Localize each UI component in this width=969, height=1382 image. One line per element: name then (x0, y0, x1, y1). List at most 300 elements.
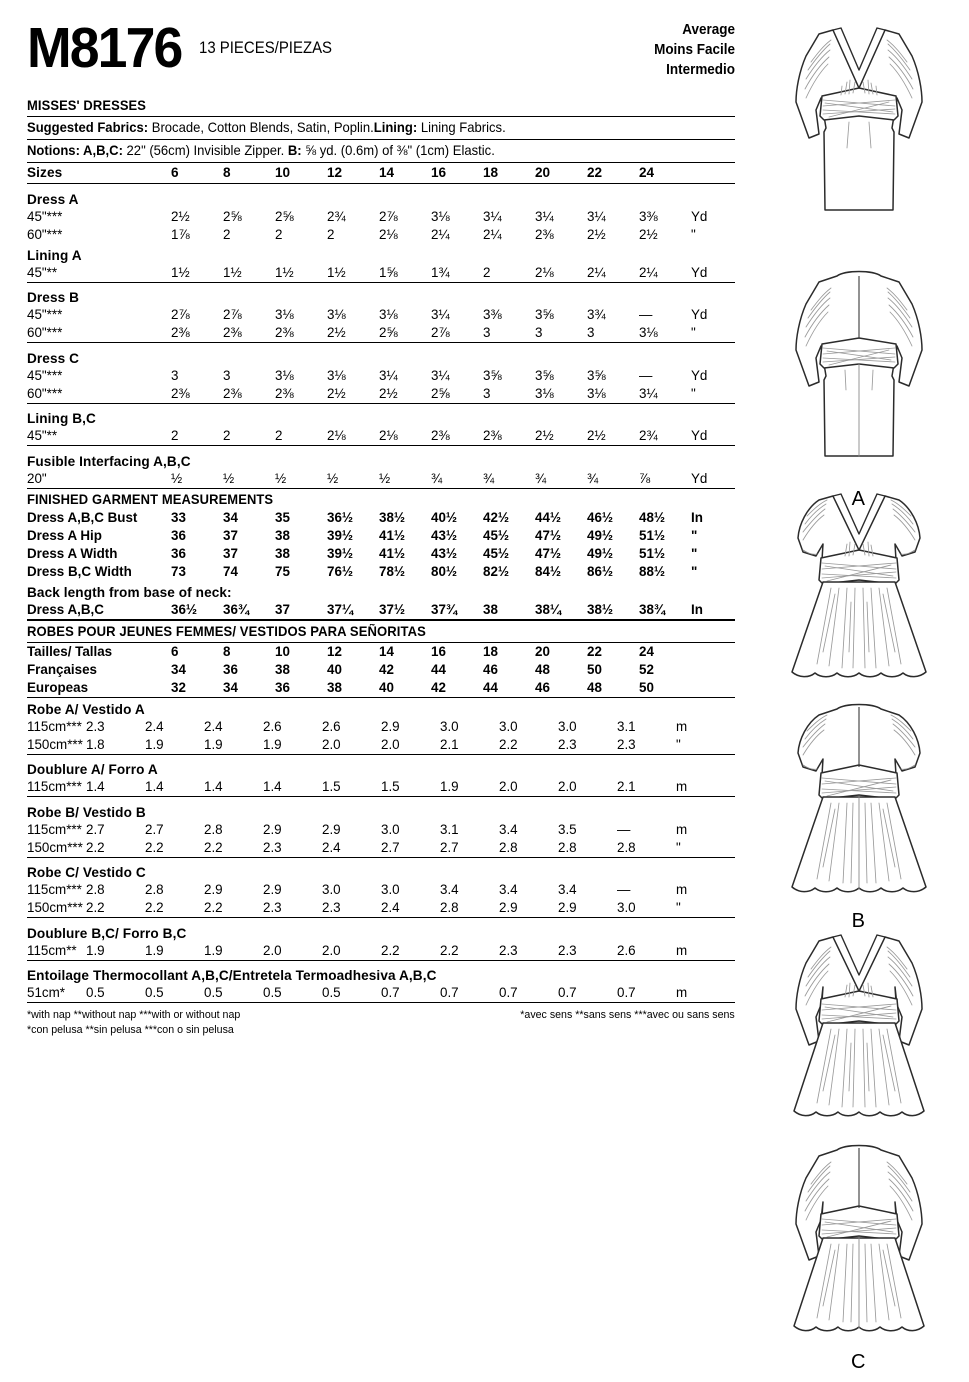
size-value-7: 20 (535, 165, 551, 180)
section-heading: Robe A/ Vestido A (27, 701, 145, 717)
table-row (27, 545, 735, 563)
size-value-5: 1¾ (431, 264, 450, 280)
table-row (27, 306, 735, 324)
size-value-8: 49½ (587, 545, 614, 561)
size-value-0: 33 (171, 509, 186, 525)
metric-section-title: ROBES POUR JEUNES FEMMES/ VESTIDOS PARA SEÑORITAS (27, 623, 426, 639)
section-heading: Robe C/ Vestido C (27, 865, 146, 880)
section-heading: Robe B/ Vestido B (27, 804, 146, 820)
size-value-2: 75 (275, 563, 290, 579)
table-row (27, 778, 735, 797)
size-value-4: 2⅛ (379, 226, 398, 242)
notions-b-text: ⅝ yd. (0.6m) of ⅜" (1cm) Elastic. (301, 143, 495, 158)
size-value-3: 3⅛ (327, 307, 346, 322)
size-value-0: 6 (171, 165, 179, 180)
size-value-9: 2.3 (617, 736, 636, 752)
size-value-7: 3.0 (499, 718, 518, 734)
size-value-0: 1.4 (86, 779, 105, 794)
size-value-3: 2½ (327, 385, 346, 401)
size-value-0: 2⅞ (171, 307, 190, 322)
size-value-9: — (639, 307, 653, 322)
size-value-1: 74 (223, 563, 238, 579)
size-value-6: ¾ (483, 470, 495, 486)
row-label: 115cm*** (27, 821, 82, 837)
size-value-1: 1.4 (145, 779, 164, 794)
size-value-3: 2¾ (327, 208, 346, 224)
size-value-6: 3.0 (440, 718, 459, 734)
view-b-illustrations (748, 482, 969, 933)
size-value-7: 20 (535, 643, 550, 659)
size-value-1: 2 (223, 226, 231, 242)
row-label: 60"*** (27, 325, 63, 340)
size-value-2: 2.2 (204, 900, 223, 915)
notions-label: Notions: A,B,C: (27, 143, 123, 158)
size-value-6: 45½ (483, 527, 510, 543)
size-value-8: 3 (587, 325, 595, 340)
dress-c-back-illustration (759, 1138, 959, 1353)
size-value-5: 80½ (431, 563, 458, 579)
lining-text: Lining Fabrics. (417, 120, 506, 135)
size-value-8: 38½ (587, 601, 614, 617)
size-value-6: 2 (483, 264, 491, 280)
size-value-8: 3⅝ (587, 367, 606, 383)
section-heading-row (27, 861, 735, 881)
size-value-1: 2.2 (145, 900, 164, 915)
size-value-1: 2⅝ (223, 208, 242, 224)
size-value-8: 86½ (587, 563, 614, 579)
size-value-3: 39½ (327, 527, 354, 543)
size-value-2: 2 (275, 226, 283, 242)
size-value-7: 2.9 (499, 900, 518, 915)
table-row (27, 324, 735, 343)
view-label-b: B (851, 910, 866, 932)
size-value-7: 84½ (535, 563, 562, 579)
section-heading: Doublure B,C/ Forro B,C (27, 925, 187, 941)
table-row (27, 367, 735, 385)
size-value-2: 0.5 (204, 985, 223, 1000)
row-label: 115cm*** (27, 882, 82, 897)
size-value-7: 3.4 (499, 882, 518, 897)
size-value-6: 18 (483, 165, 499, 180)
size-value-7: ¾ (535, 470, 547, 486)
size-value-5: 0.7 (381, 985, 400, 1000)
row-unit: m (676, 985, 688, 1000)
size-value-7: 47½ (535, 527, 562, 543)
size-value-5: 2.2 (381, 942, 400, 958)
size-value-1: 2.4 (145, 718, 164, 734)
size-value-3: 2.0 (263, 942, 282, 958)
size-value-2: 3⅛ (275, 307, 294, 322)
size-value-4: 2.9 (322, 821, 341, 837)
row-label: 115cm*** (27, 718, 82, 734)
size-value-4: 14 (379, 643, 394, 659)
size-value-2: 1.9 (204, 942, 223, 958)
size-value-1: 2⅞ (223, 307, 242, 322)
row-label: 20" (27, 470, 47, 486)
size-value-3: 12 (327, 165, 343, 180)
size-value-4: 1⅝ (379, 264, 398, 280)
size-value-8: 3⅛ (587, 385, 606, 401)
table-row (27, 509, 735, 527)
size-value-9: 38¾ (639, 601, 666, 617)
size-value-0: 1⅞ (171, 226, 190, 242)
size-value-4: 2.3 (322, 900, 341, 915)
row-label: 115cm*** (27, 779, 82, 794)
size-value-4: 3.0 (322, 882, 341, 897)
row-label: Tailles/ Tallas (27, 643, 113, 659)
table-row (27, 208, 735, 226)
difficulty-french: Moins Facile (654, 42, 735, 58)
size-value-5: ¾ (431, 470, 443, 486)
footnotes-left (27, 1008, 240, 1038)
garment-category: MISSES' DRESSES (27, 98, 147, 113)
size-value-6: 3⅝ (483, 367, 502, 383)
row-label: 150cm*** (27, 736, 83, 752)
size-value-5: 16 (431, 643, 446, 659)
size-value-8: 49½ (587, 527, 614, 543)
size-value-3: 3⅛ (327, 367, 346, 383)
size-value-4: 3¼ (379, 367, 398, 383)
size-value-6: 1.9 (440, 779, 459, 794)
size-value-6: 82½ (483, 563, 510, 579)
view-label-a: A (851, 488, 866, 510)
row-unit: " (691, 226, 696, 242)
row-unit (691, 163, 735, 184)
metric-size-table (27, 643, 735, 697)
row-label: 45"** (27, 264, 58, 280)
size-value-0: 1.9 (86, 942, 105, 958)
size-value-5: 2.4 (381, 900, 400, 915)
footnote-spanish: *con pelusa **sin pelusa ***con o sin pelusa (27, 1024, 234, 1036)
table-row (27, 942, 735, 961)
section-heading-row (27, 581, 735, 601)
size-value-9: 3⅜ (639, 208, 658, 224)
notions-b-label: B: (287, 143, 302, 158)
size-value-0: 6 (171, 643, 179, 659)
size-value-6: 2.8 (440, 900, 459, 915)
lining-label: Lining: (373, 120, 418, 135)
header (27, 18, 735, 96)
size-value-8: ¾ (587, 470, 599, 486)
size-value-1: 2⅜ (223, 385, 242, 401)
size-value-9: 88½ (639, 563, 666, 579)
row-label: Dress A Hip (27, 527, 102, 543)
size-value-7: 2½ (535, 428, 554, 443)
footnote-french: *avec sens **sans sens ***avec ou sans sens (520, 1009, 735, 1021)
size-value-9: 24 (639, 165, 655, 180)
size-value-4: 0.5 (322, 985, 341, 1000)
size-value-5: 1.5 (381, 779, 400, 794)
table-row (27, 984, 735, 1002)
size-value-4: 2.0 (322, 942, 341, 958)
size-value-9: 3⅛ (639, 325, 658, 340)
row-unit: " (691, 527, 698, 543)
row-unit: " (676, 900, 681, 915)
size-value-7: 47½ (535, 545, 562, 561)
size-value-7: 3⅝ (535, 367, 554, 383)
illustration-column (748, 10, 969, 1373)
row-unit (691, 661, 735, 679)
size-value-7: 48 (535, 661, 550, 677)
row-label: 150cm*** (27, 839, 83, 855)
table-row (27, 736, 735, 755)
size-value-0: 2⅜ (171, 385, 190, 401)
table-row (27, 470, 735, 488)
table-row (27, 718, 735, 736)
size-value-8: 3¾ (587, 307, 606, 322)
suggested-fabrics-label: Suggested Fabrics: (27, 120, 149, 135)
size-value-1: 34 (223, 509, 238, 525)
size-value-9: 2½ (639, 226, 658, 242)
size-value-9: 2¼ (639, 264, 658, 280)
row-unit: m (676, 718, 688, 734)
footnotes-right (521, 1008, 735, 1023)
size-value-4: 2⅛ (379, 428, 398, 443)
size-value-7: 3⅛ (535, 385, 554, 401)
size-value-5: 43½ (431, 527, 458, 543)
size-value-4: 2⅞ (379, 208, 398, 224)
finished-measurements-table (27, 509, 735, 619)
size-value-6: 42½ (483, 509, 510, 525)
size-value-4: 2.6 (322, 718, 341, 734)
row-unit (691, 643, 735, 661)
section-heading: Dress A (27, 191, 79, 207)
metric-yardage-table (27, 698, 735, 1003)
size-value-3: 1.9 (263, 736, 282, 752)
size-value-1: 8 (223, 165, 231, 180)
size-value-7: 2.3 (499, 942, 518, 958)
size-value-7: 3 (535, 325, 543, 340)
row-label: Françaises (27, 661, 97, 677)
dress-b-back-illustration (759, 697, 959, 912)
size-value-5: 2⅞ (431, 325, 450, 340)
size-value-9: 2.8 (617, 839, 636, 855)
size-value-7: 38¼ (535, 601, 562, 617)
row-unit: " (691, 385, 696, 401)
footnotes (27, 1008, 735, 1042)
size-value-7: 3.4 (499, 821, 518, 837)
dress-b-front-illustration (759, 482, 959, 697)
section-heading: Lining A (27, 247, 82, 263)
size-value-0: 2⅜ (171, 325, 190, 340)
row-unit: " (691, 563, 698, 579)
size-value-3: 76½ (327, 563, 354, 579)
size-value-8: 3.0 (558, 718, 577, 734)
difficulty-english: Average (682, 22, 735, 38)
size-value-4: 41½ (379, 545, 406, 561)
size-value-4: 14 (379, 165, 395, 180)
size-value-1: 2.7 (145, 821, 164, 837)
section-heading-row (27, 188, 735, 208)
size-value-0: 3 (171, 367, 179, 383)
row-label: 45"*** (27, 208, 63, 224)
size-value-9: 2.1 (617, 779, 636, 794)
row-label: Europeas (27, 679, 89, 695)
size-value-0: 2.2 (86, 900, 105, 915)
row-unit: Yd (691, 307, 708, 322)
size-value-5: 44 (431, 661, 446, 677)
size-value-3: 2½ (327, 325, 346, 340)
size-value-1: 1.9 (145, 736, 164, 752)
size-value-9: 51½ (639, 527, 666, 543)
row-unit: m (676, 821, 688, 837)
section-heading-row (27, 286, 735, 306)
section-heading-row (27, 407, 735, 427)
size-value-4: 2.0 (322, 736, 341, 752)
size-value-3: 1.4 (263, 779, 282, 794)
size-value-1: 1.9 (145, 942, 164, 958)
size-value-4: 2.4 (322, 839, 341, 855)
size-value-4: 3⅛ (379, 307, 398, 322)
size-value-4: 78½ (379, 563, 406, 579)
size-value-2: ½ (275, 470, 287, 486)
row-label: 51cm* (27, 985, 65, 1000)
size-value-2: 2 (275, 428, 283, 443)
size-value-5: 2⅜ (431, 428, 450, 443)
size-value-1: ½ (223, 470, 235, 486)
size-value-2: 2.4 (204, 718, 223, 734)
section-heading-row (27, 758, 735, 778)
imperial-yardage-table (27, 163, 735, 488)
size-value-1: 34 (223, 679, 238, 695)
size-value-6: 3 (483, 325, 491, 340)
notions (27, 140, 707, 162)
size-value-9: 48½ (639, 509, 666, 525)
table-row (27, 679, 735, 697)
size-value-6: 2.2 (440, 942, 459, 958)
size-value-3: 1½ (327, 264, 346, 280)
row-unit: " (676, 736, 681, 752)
size-value-8: 2½ (587, 428, 606, 443)
size-value-0: 36 (171, 545, 186, 561)
size-value-3: 12 (327, 643, 342, 659)
size-value-5: 42 (431, 679, 446, 695)
size-value-2: 2⅝ (275, 208, 294, 224)
size-value-4: 1.5 (322, 779, 341, 794)
size-value-7: 46 (535, 679, 550, 695)
size-value-9: 3.0 (617, 900, 636, 915)
row-unit: In (691, 509, 703, 525)
size-value-1: 37 (223, 545, 238, 561)
size-value-2: 1.9 (204, 736, 223, 752)
size-value-6: 38 (483, 601, 498, 617)
pattern-number: M8176 (27, 16, 182, 80)
size-value-0: 0.5 (86, 985, 105, 1000)
size-value-3: 36½ (327, 509, 354, 525)
size-value-9: — (639, 367, 653, 383)
size-value-8: 48 (587, 679, 602, 695)
size-value-7: 3⅝ (535, 307, 554, 322)
size-value-8: 50 (587, 661, 602, 677)
dress-c-front-illustration (759, 923, 959, 1138)
dress-a-back-illustration (759, 260, 959, 490)
size-value-4: 41½ (379, 527, 406, 543)
size-value-0: 2.2 (86, 839, 105, 855)
size-value-0: 36 (171, 527, 186, 543)
size-value-1: 2.8 (145, 882, 164, 897)
section-heading: Fusible Interfacing A,B,C (27, 453, 191, 469)
size-value-9: 24 (639, 643, 654, 659)
size-value-6: 3.1 (440, 821, 459, 837)
size-value-8: 2¼ (587, 264, 606, 280)
section-heading: Back length from base of neck: (27, 584, 232, 600)
size-value-0: 2½ (171, 208, 190, 224)
row-unit: Yd (691, 428, 708, 443)
row-label: 60"*** (27, 226, 63, 242)
size-value-1: 8 (223, 643, 231, 659)
table-row (27, 821, 735, 839)
view-label-c: C (851, 1351, 866, 1373)
size-value-5: 3.0 (381, 821, 400, 837)
size-value-9: 3¼ (639, 385, 658, 401)
row-label: 45"*** (27, 307, 63, 322)
size-value-3: 37¼ (327, 601, 354, 617)
size-value-2: 2⅜ (275, 325, 294, 340)
size-value-8: 0.7 (558, 985, 577, 1000)
size-value-5: 2¼ (431, 226, 450, 242)
size-value-2: 35 (275, 509, 290, 525)
row-unit: " (691, 325, 696, 340)
size-value-2: 10 (275, 165, 291, 180)
row-unit: In (691, 601, 703, 617)
notions-text: 22" (56cm) Invisible Zipper. (122, 143, 288, 158)
size-value-8: 2.9 (558, 900, 577, 915)
size-value-5: 3¼ (431, 307, 450, 322)
size-value-8: 2.8 (558, 839, 577, 855)
table-row (27, 427, 735, 446)
size-value-5: 43½ (431, 545, 458, 561)
section-heading: Entoilage Thermocollant A,B,C/Entretela Termoadhesiva A,B,C (27, 968, 437, 983)
row-unit: " (691, 545, 698, 561)
size-value-2: 3⅛ (275, 367, 294, 383)
size-value-4: 40 (379, 679, 394, 695)
size-value-2: 38 (275, 545, 290, 561)
table-row (27, 226, 735, 244)
size-value-3: 2.9 (263, 821, 282, 837)
size-value-3: 2.3 (263, 900, 282, 915)
size-value-9: 3.1 (617, 718, 636, 734)
size-value-7: 2.8 (499, 839, 518, 855)
size-value-6: 0.7 (440, 985, 459, 1000)
size-value-2: 2.8 (204, 821, 223, 837)
size-value-7: 44½ (535, 509, 562, 525)
size-value-1: 37 (223, 527, 238, 543)
section-heading-row (27, 347, 735, 367)
row-label: 60"*** (27, 385, 63, 401)
size-value-0: 2.8 (86, 882, 105, 897)
size-value-0: 2 (171, 428, 179, 443)
row-unit: Yd (691, 367, 708, 383)
section-heading-row (27, 922, 735, 942)
size-value-2: 10 (275, 643, 290, 659)
size-value-0: ½ (171, 470, 183, 486)
size-value-2: 2.2 (204, 839, 223, 855)
size-value-8: 2.3 (558, 942, 577, 958)
size-value-6: 3.4 (440, 882, 459, 897)
size-value-8: 3¼ (587, 208, 606, 224)
size-value-7: 2.0 (499, 779, 518, 794)
size-value-3: 0.5 (263, 985, 282, 1000)
section-heading: Doublure A/ Forro A (27, 762, 158, 777)
size-value-9: 52 (639, 661, 654, 677)
size-value-9: 0.7 (617, 985, 636, 1000)
size-value-2: 36 (275, 679, 290, 695)
size-value-5: 37¾ (431, 601, 458, 617)
size-value-6: 44 (483, 679, 498, 695)
size-value-5: 2.0 (381, 736, 400, 752)
size-value-2: 1½ (275, 264, 294, 280)
section-heading: Lining B,C (27, 411, 96, 426)
